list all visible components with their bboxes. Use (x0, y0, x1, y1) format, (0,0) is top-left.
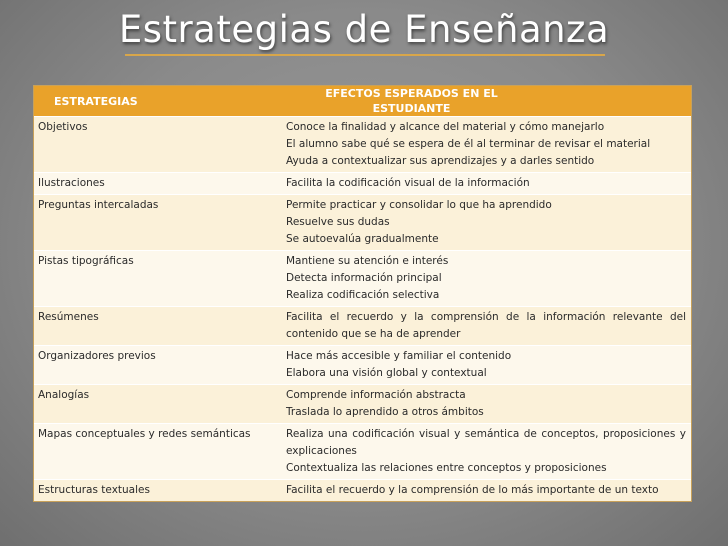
effect-line: Resuelve sus dudas (286, 216, 390, 228)
table-row (34, 307, 691, 346)
table-row (34, 173, 691, 195)
strategy-cell: Preguntas intercaladas (34, 195, 282, 251)
effect-line: Hace más accesible y familiar el contenido (286, 350, 512, 362)
effect-line: Conoce la finalidad y alcance del material y cómo manejarlo (286, 121, 605, 133)
strategy-cell: Mapas conceptuales y redes semánticas (34, 424, 282, 480)
effect-line: Mantiene su atención e interés (286, 255, 449, 267)
effects-cell (282, 117, 691, 173)
table-row (34, 251, 691, 307)
effect-line: Ayuda a contextualizar sus aprendizajes y a darles sentido (286, 155, 595, 167)
strategy-cell: Pistas tipográficas (34, 251, 282, 307)
effects-cell (282, 424, 691, 480)
effect-line: Se autoevalúa gradualmente (286, 233, 439, 245)
effects-cell (282, 307, 691, 346)
table-row (34, 480, 691, 502)
effects-cell (282, 346, 691, 385)
effect-line: Traslada lo aprendido a otros ámbitos (286, 406, 484, 418)
strategies-table (34, 86, 691, 501)
header-strategies-label: ESTRATEGIAS (54, 94, 138, 108)
strategy-cell: Ilustraciones (34, 173, 282, 195)
slide-title: Estrategias de Enseñanza (118, 8, 610, 51)
effect-line: Facilita el recuerdo y la comprensión de lo más importante de un texto (286, 484, 659, 496)
effect-line: Realiza codificación selectiva (286, 289, 440, 301)
table-row (34, 385, 691, 424)
strategy-cell: Analogías (34, 385, 282, 424)
effect-line: Realiza una codificación visual y semántica de conceptos, proposiciones y explicaciones (286, 428, 686, 457)
effect-line: Facilita el recuerdo y la comprensión de la información relevante del contenido que se ha de aprender (286, 311, 686, 340)
header-strategies (34, 86, 282, 117)
effects-cell (282, 251, 691, 307)
table-row (34, 424, 691, 480)
effects-cell (282, 385, 691, 424)
strategy-cell: Organizadores previos (34, 346, 282, 385)
strategy-cell: Resúmenes (34, 307, 282, 346)
table-row (34, 195, 691, 251)
effect-line: Elabora una visión global y contextual (286, 367, 487, 379)
strategy-cell: Objetivos (34, 117, 282, 173)
effect-line: Detecta información principal (286, 272, 442, 284)
table-header-row (34, 86, 691, 117)
header-effects-line1: EFECTOS ESPERADOS EN EL (325, 87, 498, 100)
strategies-table-container (33, 85, 692, 502)
effects-cell (282, 195, 691, 251)
effect-line: Permite practicar y consolidar lo que ha aprendido (286, 199, 552, 211)
title-underline (125, 54, 605, 56)
effects-cell (282, 173, 691, 195)
table-body (34, 117, 691, 502)
effect-line: Facilita la codificación visual de la información (286, 177, 530, 189)
table-row (34, 346, 691, 385)
effect-line: Contextualiza las relaciones entre conceptos y proposiciones (286, 462, 607, 474)
effect-line: El alumno sabe qué se espera de él al terminar de revisar el material (286, 138, 651, 150)
effects-cell (282, 480, 691, 502)
header-effects (282, 86, 691, 117)
strategy-cell: Estructuras textuales (34, 480, 282, 502)
effect-line: Comprende información abstracta (286, 389, 466, 401)
header-effects-line2: ESTUDIANTE (372, 102, 451, 115)
table-row (34, 117, 691, 173)
